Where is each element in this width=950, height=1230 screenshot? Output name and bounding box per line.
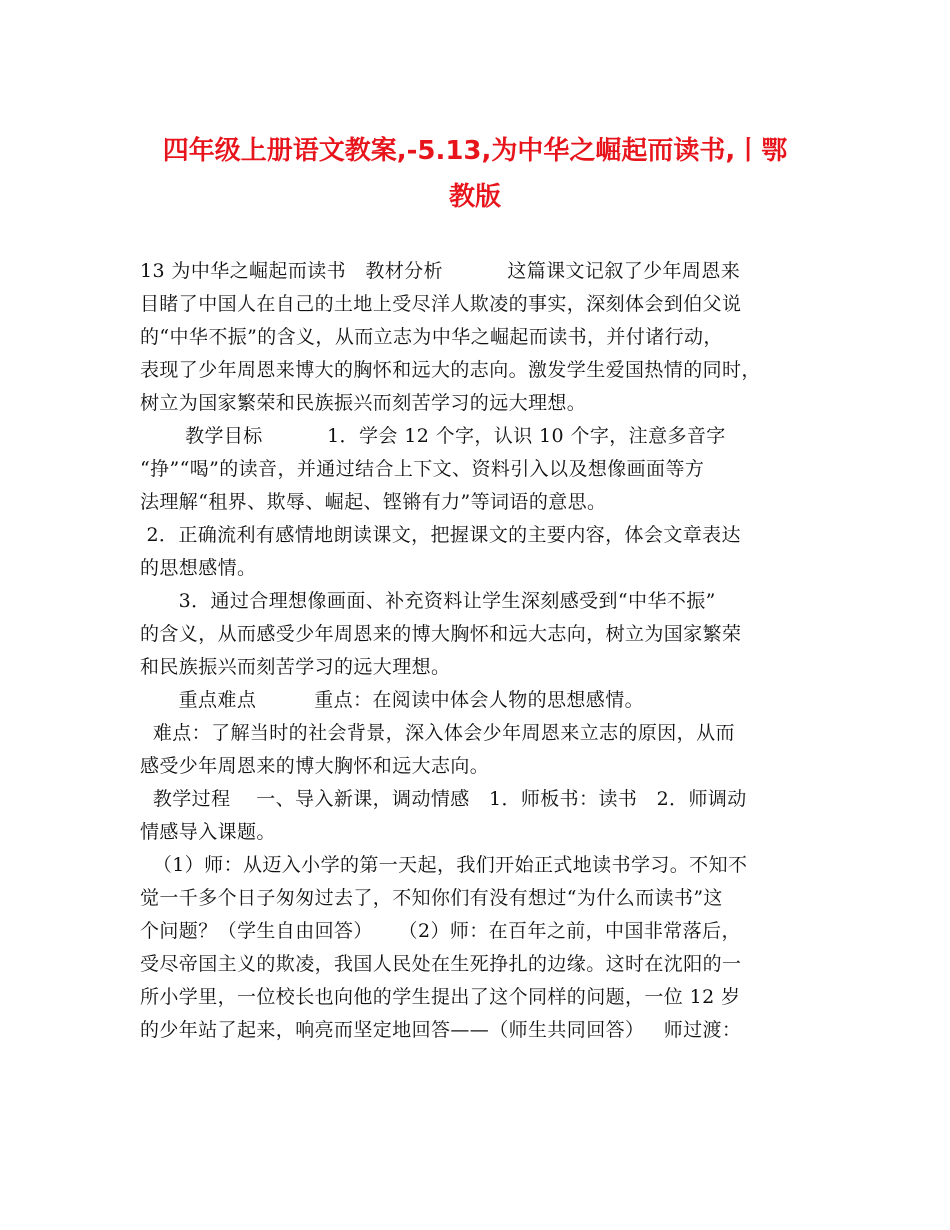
body-line: 难点：了解当时的社会背景，深入体会少年周恩来立志的原因，从而 — [140, 722, 735, 744]
body-line: 觉一千多个日子匆匆过去了，不知你们有没有想过“为什么而读书”这 — [140, 887, 723, 909]
body-line: 的含义，从而感受少年周恩来的博大胸怀和远大志向，树立为国家繁荣 — [140, 623, 742, 645]
title-line-1: 四年级上册语文教案,-5.13,为中华之崛起而读书,丨鄂 — [162, 136, 788, 166]
body-line: 13 为中华之崛起而读书 教材分析 这篇课文记叙了少年周恩来 — [140, 260, 741, 282]
body-line: 的“中华不振”的含义，从而立志为中华之崛起而读书，并付诸行动， — [140, 326, 723, 348]
body-line: 教学过程 一、导入新课，调动情感 1．师板书：读书 2．师调动 — [140, 788, 747, 810]
body-line: （1）师：从迈入小学的第一天起，我们开始正式地读书学习。不知不 — [140, 854, 748, 876]
body-line: 受尽帝国主义的欺凌，我国人民处在生死挣扎的边缘。这时在沈阳的一 — [140, 953, 742, 975]
body-line: 教学目标 1．学会 12 个字，认识 10 个字，注意多音字 — [140, 425, 726, 447]
body-line: 重点难点 重点：在阅读中体会人物的思想感情。 — [140, 689, 644, 711]
body-line: 2．正确流利有感情地朗读课文，把握课文的主要内容，体会文章表达 — [140, 524, 741, 546]
document-title — [120, 128, 830, 220]
body-line: 的少年站了起来，响亮而坚定地回答——（师生共同回答） 师过渡： — [140, 1019, 742, 1041]
body-line: 树立为国家繁荣和民族振兴而刻苦学习的远大理想。 — [140, 392, 587, 414]
body-line: “挣”“喝”的读音，并通过结合上下文、资料引入以及想像画面等方 — [140, 458, 705, 480]
body-line: 表现了少年周恩来博大的胸怀和远大的志向。激发学生爱国热情的同时， — [140, 359, 761, 381]
document-body — [140, 255, 815, 1047]
body-line: 3．通过合理想像画面、补充资料让学生深刻感受到“中华不振” — [140, 590, 716, 612]
body-line: 感受少年周恩来的博大胸怀和远大志向。 — [140, 755, 490, 777]
body-line: 目睹了中国人在自己的土地上受尽洋人欺凌的事实，深刻体会到伯父说 — [140, 293, 742, 315]
body-line: 法理解“租界、欺辱、崛起、铿锵有力”等词语的意思。 — [140, 491, 607, 513]
body-line: 情感导入课题。 — [140, 821, 276, 843]
body-line: 和民族振兴而刻苦学习的远大理想。 — [140, 656, 451, 678]
body-line: 的思想感情。 — [140, 557, 257, 579]
body-line: 个问题？（学生自由回答） （2）师：在百年之前，中国非常落后， — [140, 920, 741, 942]
title-line-2: 教版 — [448, 182, 501, 212]
body-line: 所小学里，一位校长也向他的学生提出了这个同样的问题，一位 12 岁 — [140, 986, 741, 1008]
